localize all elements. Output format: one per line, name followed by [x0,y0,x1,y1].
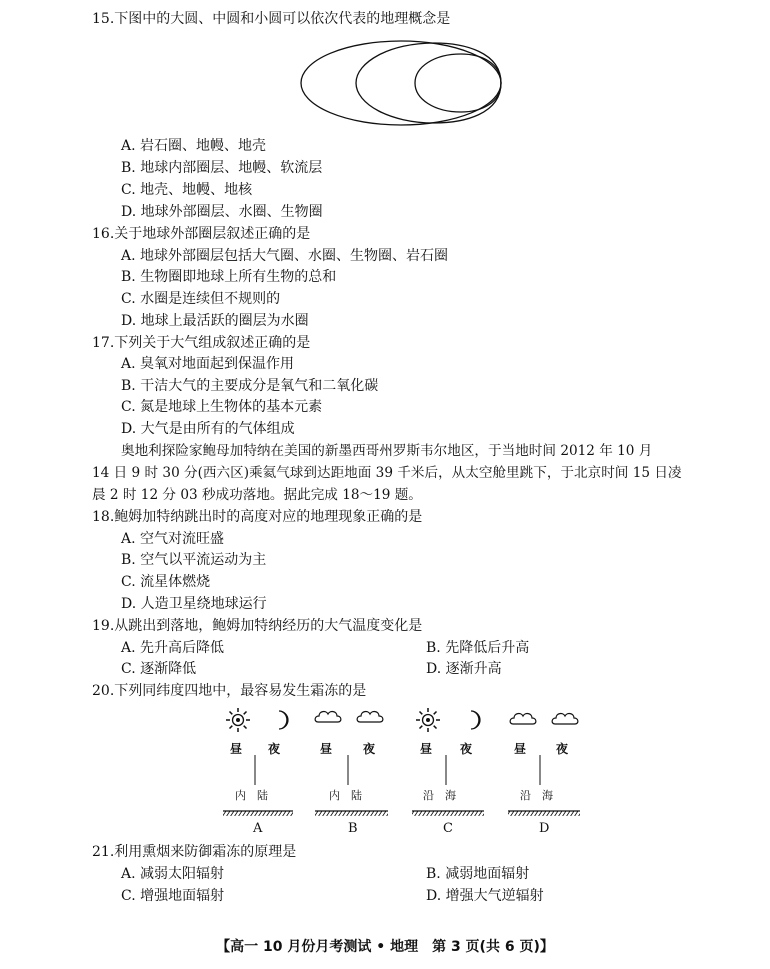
q15-option-c: C. 地壳、地幔、地核 [121,182,253,198]
middle-circle [356,43,501,123]
panel-c-place: 沿 海 [423,789,456,802]
frost-diagram [218,703,588,838]
q19-stem: 19.从跳出到落地，鲍姆加特纳经历的大气温度变化是 [92,618,423,634]
passage-line-1: 奥地利探险家鲍母加特纳在美国的新墨西哥州罗斯韦尔地区，于当地时间 2012 年 10 月 [121,443,653,459]
nested-circles-diagram [296,36,506,132]
panel-a-place: 内 陆 [235,789,268,802]
panel-d-letter: D [539,821,550,836]
panel-a-day-label: 昼 [230,742,243,756]
q16-option-b: B. 生物圈即地球上所有生物的总和 [121,269,337,285]
q18-stem: 18.鲍姆加特纳跳出时的高度对应的地理现象正确的是 [92,509,423,525]
panel-d-night-label: 夜 [556,742,569,756]
panel-a-night-label: 夜 [268,742,281,756]
q18-option-b: B. 空气以平流运动为主 [121,552,267,568]
q19-option-b: B. 先降低后升高 [426,640,530,656]
panel-b-place: 内 陆 [329,789,362,802]
panel-c-night-label: 夜 [460,742,473,756]
page-footer: 【高一 10 月份月考测试 • 地理 第 3 页(共 6 页)】 [216,939,554,955]
panel-c [412,708,484,836]
q15-stem: 15.下图中的大圆、中圆和小圆可以依次代表的地理概念是 [92,11,451,27]
panel-c-letter: C [443,821,453,836]
q21-option-d: D. 增强大气逆辐射 [426,888,544,904]
q17-option-a: A. 臭氧对地面起到保温作用 [121,356,295,372]
q19-option-d: D. 逐渐升高 [426,661,502,677]
panel-c-day-label: 昼 [420,742,433,756]
panel-a [223,708,293,836]
q15-option-b: B. 地球内部圈层、地幔、软流层 [121,160,323,176]
q21-stem: 21.利用熏烟来防御霜冻的原理是 [92,844,297,860]
panel-b-letter: B [348,821,358,836]
passage-line-2: 14 日 9 时 30 分(西六区)乘氦气球到达距地面 39 千米后，从太空舱里跳下，于北京时间 15 日凌 [92,465,682,481]
q15-option-a: A. 岩石圈、地幔、地壳 [121,138,267,154]
q17-option-b: B. 干洁大气的主要成分是氧气和二氧化碳 [121,378,379,394]
q17-option-c: C. 氮是地球上生物体的基本元素 [121,399,323,415]
q15-option-d: D. 地球外部圈层、水圈、生物圈 [121,204,323,220]
q18-option-c: C. 流星体燃烧 [121,574,211,590]
q21-option-a: A. 减弱太阳辐射 [121,866,225,882]
passage-line-3: 晨 2 时 12 分 03 秒成功落地。据此完成 18～19 题。 [92,487,422,503]
panel-b [315,712,388,836]
panel-d-day-label: 昼 [514,742,527,756]
q17-stem: 17.下列关于大气组成叙述正确的是 [92,335,311,351]
q21-option-c: C. 增强地面辐射 [121,888,225,904]
q16-option-c: C. 水圈是连续但不规则的 [121,291,281,307]
large-circle [301,41,501,125]
q18-option-a: A. 空气对流旺盛 [121,531,225,547]
panel-b-day-label: 昼 [320,742,333,756]
panel-a-letter: A [253,821,263,836]
panel-d [508,714,580,836]
q21-option-b: B. 减弱地面辐射 [426,866,530,882]
q16-option-d: D. 地球上最活跃的圈层为水圈 [121,313,309,329]
q20-stem: 20.下列同纬度四地中，最容易发生霜冻的是 [92,683,367,699]
q19-option-a: A. 先升高后降低 [121,640,225,656]
q19-option-c: C. 逐渐降低 [121,661,197,677]
q18-option-d: D. 人造卫星绕地球运行 [121,596,267,612]
q16-stem: 16.关于地球外部圈层叙述正确的是 [92,226,311,242]
q17-option-d: D. 大气是由所有的气体组成 [121,421,295,437]
panel-d-place: 沿 海 [520,789,553,802]
panel-b-night-label: 夜 [363,742,376,756]
q16-option-a: A. 地球外部圈层包括大气圈、水圈、生物圈、岩石圈 [121,248,449,264]
